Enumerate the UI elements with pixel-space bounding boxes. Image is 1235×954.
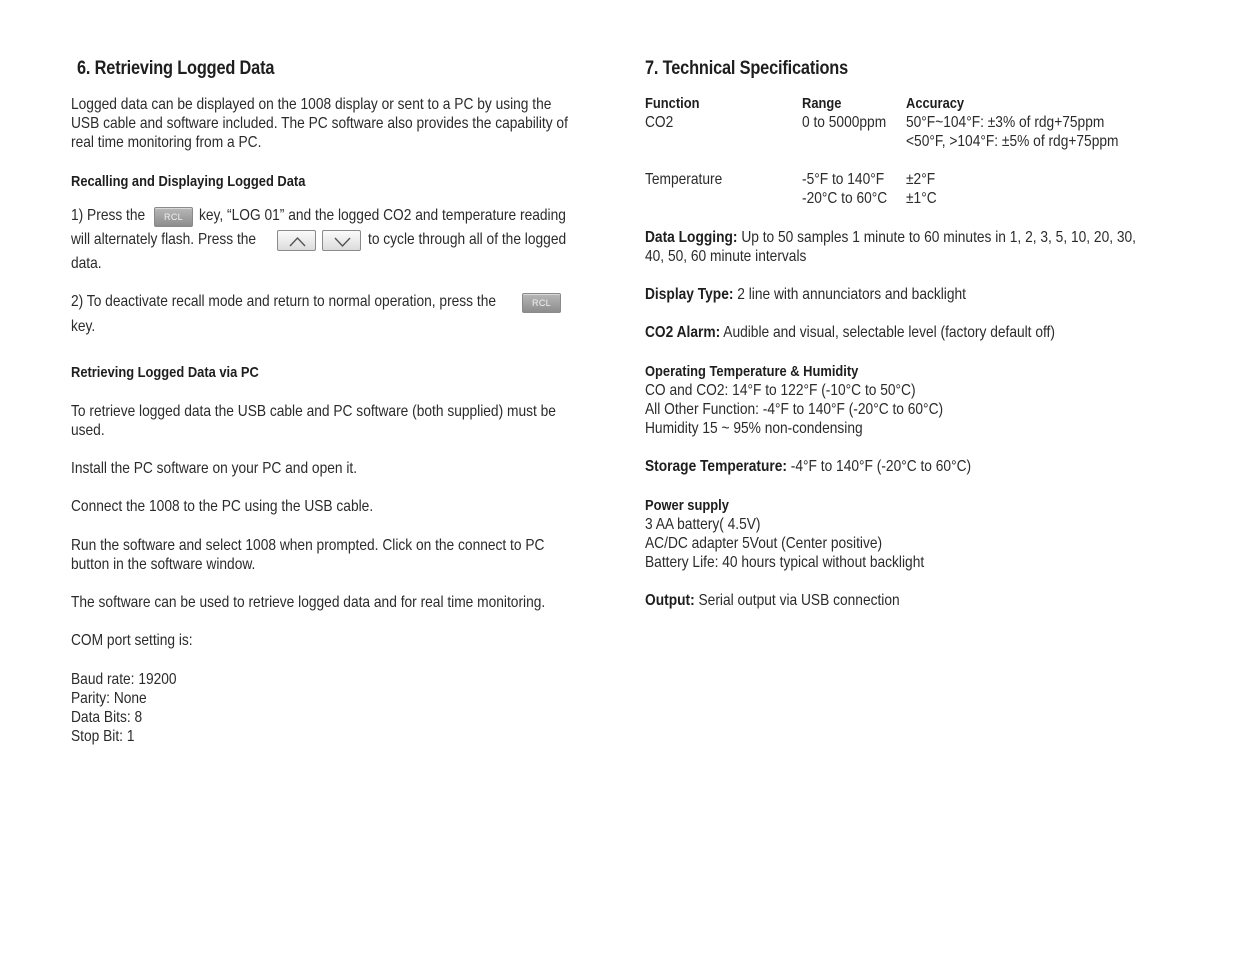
pc-paragraph: Install the PC software on your PC and open it. (71, 460, 358, 477)
com-heading: COM port setting is: (71, 632, 193, 649)
pc-paragraph: To retrieve logged data the USB cable and PC software (both supplied) must be (71, 403, 556, 420)
table-cell-accuracy: ±1°C (906, 190, 937, 207)
spec-display-type (645, 285, 966, 304)
spec-label: Operating Temperature & Humidity (645, 363, 859, 380)
table-header-range: Range (802, 95, 842, 112)
table-header-function: Function (645, 95, 700, 112)
intro-line: Logged data can be displayed on the 1008 display or sent to a PC by using the (71, 96, 552, 113)
step1-text: to cycle through all of the logged (368, 231, 567, 248)
spec-value: Battery Life: 40 hours typical without backlight (645, 554, 925, 571)
spec-value: 40, 50, 60 minute intervals (645, 248, 807, 265)
intro-line: real time monitoring from a PC. (71, 134, 262, 151)
table-cell-accuracy: ±2°F (906, 171, 936, 188)
table-cell-accuracy: 50°F~104°F: ±3% of rdg+75ppm (906, 114, 1105, 131)
spec-label: Power supply (645, 497, 729, 514)
spec-output (645, 591, 900, 610)
step1-text: key, “LOG 01” and the logged CO2 and temperature reading (199, 207, 566, 224)
pc-paragraph: Connect the 1008 to the PC using the USB cable. (71, 498, 374, 515)
spec-value: -4°F to 140°F (-20°C to 60°C) (790, 458, 972, 475)
table-cell-range: -20°C to 60°C (802, 190, 888, 207)
table-header-accuracy: Accuracy (906, 95, 965, 112)
spec-value: Serial output via USB connection (698, 592, 900, 609)
spec-label: Output: (645, 592, 695, 609)
pc-heading: Retrieving Logged Data via PC (71, 364, 259, 381)
com-setting: Stop Bit: 1 (71, 728, 135, 745)
pc-paragraph: used. (71, 422, 105, 439)
step1-text: data. (71, 255, 102, 272)
rcl-key-icon: RCL (154, 207, 193, 227)
pc-paragraph: The software can be used to retrieve logged data and for real time monitoring. (71, 594, 546, 611)
pc-paragraph: button in the software window. (71, 556, 256, 573)
spec-value: CO and CO2: 14°F to 122°F (-10°C to 50°C) (645, 382, 916, 399)
section-title: 7. Technical Specifications (645, 58, 849, 79)
table-cell-function: CO2 (645, 114, 674, 131)
com-setting: Data Bits: 8 (71, 709, 143, 726)
spec-value: All Other Function: -4°F to 140°F (-20°C to 60°C) (645, 401, 944, 418)
spec-label: Storage Temperature: (645, 458, 787, 475)
spec-label: CO2 Alarm: (645, 324, 721, 341)
spec-label: Data Logging: (645, 229, 738, 246)
spec-co2-alarm (645, 323, 1055, 342)
spec-value: Humidity 15 ~ 95% non-condensing (645, 420, 863, 437)
spec-data-logging (645, 228, 1136, 247)
spec-value: Audible and visual, selectable level (factory default off) (723, 324, 1055, 341)
table-cell-range: -5°F to 140°F (802, 171, 885, 188)
spec-value: 3 AA battery( 4.5V) (645, 516, 761, 533)
rcl-key-icon: RCL (522, 293, 561, 313)
spec-label: Display Type: (645, 286, 734, 303)
step1-text: 1) Press the (71, 207, 146, 224)
spec-value: 2 line with annunciators and backlight (737, 286, 966, 303)
spec-value: Up to 50 samples 1 minute to 60 minutes in 1, 2, 3, 5, 10, 20, 30, (741, 229, 1137, 246)
intro-line: USB cable and software included. The PC software also provides the capability of (71, 115, 568, 132)
table-cell-accuracy: <50°F, >104°F: ±5% of rdg+75ppm (906, 133, 1119, 150)
com-setting: Parity: None (71, 690, 147, 707)
pc-paragraph: Run the software and select 1008 when prompted. Click on the connect to PC (71, 537, 545, 554)
step1-text: will alternately flash. Press the (71, 231, 257, 248)
section-title: 6. Retrieving Logged Data (77, 58, 275, 79)
table-cell-range: 0 to 5000ppm (802, 114, 887, 131)
up-arrow-key-icon (277, 230, 316, 251)
spec-value: AC/DC adapter 5Vout (Center positive) (645, 535, 883, 552)
spec-storage-temperature (645, 457, 971, 476)
table-cell-function: Temperature (645, 171, 723, 188)
down-arrow-key-icon (322, 230, 361, 251)
step2-text: key. (71, 318, 96, 335)
step2-text: 2) To deactivate recall mode and return to normal operation, press the (71, 293, 497, 310)
com-setting: Baud rate: 19200 (71, 671, 177, 688)
recall-heading: Recalling and Displaying Logged Data (71, 173, 306, 190)
